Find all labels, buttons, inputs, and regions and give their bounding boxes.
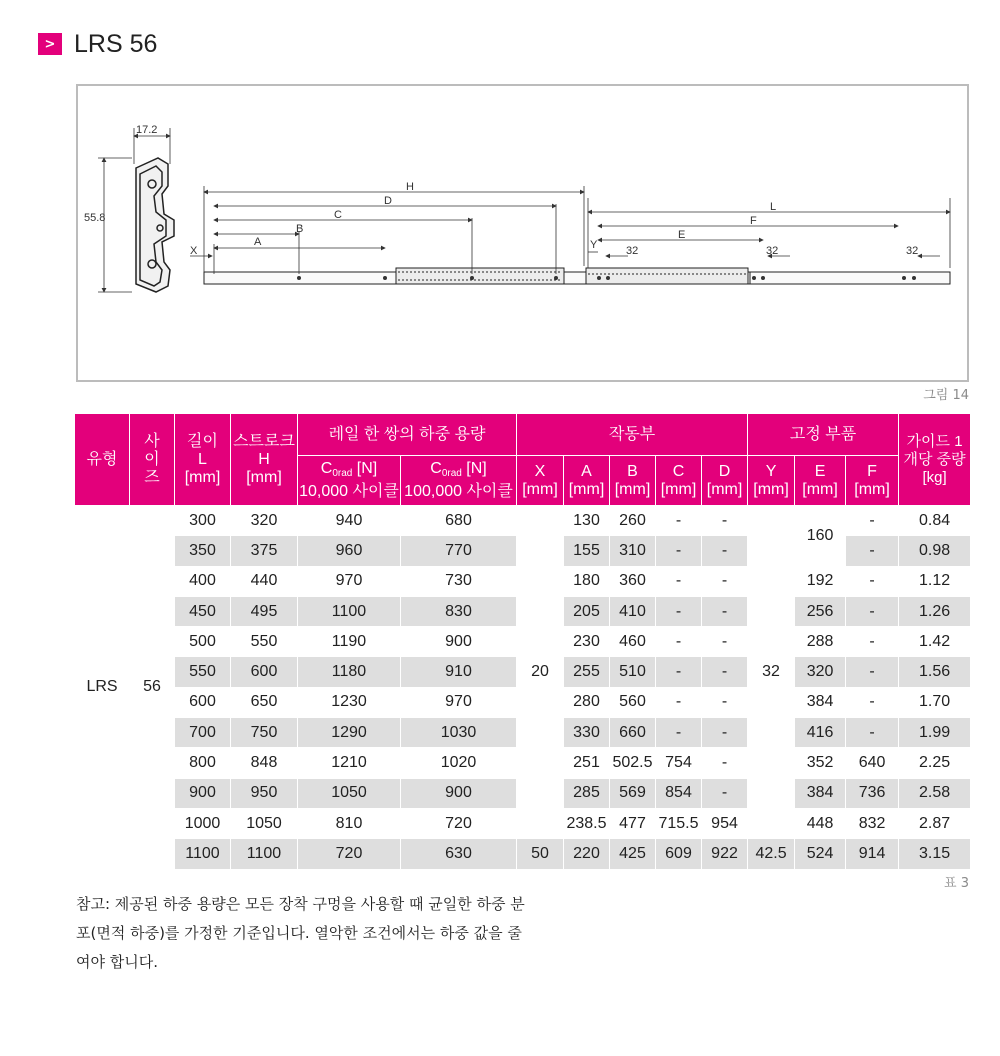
table-cell: 410 xyxy=(610,596,656,626)
table-cell: 950 xyxy=(231,778,298,808)
table-cell: 900 xyxy=(401,778,517,808)
table-cell: 700 xyxy=(175,718,231,748)
table-cell: 810 xyxy=(298,808,401,838)
table-cell: 375 xyxy=(231,536,298,566)
table-cell: - xyxy=(656,506,702,536)
spec-table xyxy=(74,413,971,870)
table-cell: 1050 xyxy=(231,808,298,838)
table-cell: 1.12 xyxy=(899,566,971,596)
table-cell: 330 xyxy=(564,718,610,748)
table-cell: 50 xyxy=(517,839,564,869)
chevron-right-icon: > xyxy=(38,33,62,55)
table-cell: 650 xyxy=(231,687,298,717)
table-cell: 130 xyxy=(564,506,610,536)
table-cell: - xyxy=(656,566,702,596)
table-cell: 1210 xyxy=(298,748,401,778)
table-cell: - xyxy=(702,506,748,536)
table-cell: 288 xyxy=(795,627,846,657)
table-cell: 720 xyxy=(401,808,517,838)
table-cell: 20 xyxy=(517,506,564,839)
table-cell: 660 xyxy=(610,718,656,748)
table-cell: 450 xyxy=(175,596,231,626)
table-cell: 1.26 xyxy=(899,596,971,626)
table-cell: 736 xyxy=(846,778,899,808)
rail-cross-section xyxy=(136,158,174,292)
table-cell: 960 xyxy=(298,536,401,566)
table-cell: 300 xyxy=(175,506,231,536)
table-cell: 510 xyxy=(610,657,656,687)
header-y: Y [mm] xyxy=(748,456,795,506)
table-cell: 425 xyxy=(610,839,656,869)
dimension-label: 32 xyxy=(906,245,919,257)
table-cell: 1100 xyxy=(298,596,401,626)
table-cell: - xyxy=(702,657,748,687)
table-row xyxy=(75,839,971,869)
header-fixing: 고정 부품 xyxy=(748,414,899,456)
table-cell: 900 xyxy=(175,778,231,808)
header-c0rad-100k: $C_{0rad}$ [N] 100,000 사이클 xyxy=(401,456,517,506)
table-cell: 310 xyxy=(610,536,656,566)
table-cell: 192 xyxy=(795,566,846,596)
table-cell: 954 xyxy=(702,808,748,838)
table-cell: 524 xyxy=(795,839,846,869)
dimension-label: L xyxy=(770,201,777,213)
table-cell: 550 xyxy=(175,657,231,687)
table-cell: 569 xyxy=(610,778,656,808)
dimension-label: D xyxy=(384,195,392,207)
table-cell: 0.84 xyxy=(899,506,971,536)
table-cell: 600 xyxy=(175,687,231,717)
table-cell: - xyxy=(846,687,899,717)
table-cell: 800 xyxy=(175,748,231,778)
table-cell: 400 xyxy=(175,566,231,596)
dimension-label: B xyxy=(296,223,304,235)
table-cell: 251 xyxy=(564,748,610,778)
header-b: B [mm] xyxy=(610,456,656,506)
dimension-label: F xyxy=(750,215,757,227)
table-cell: 1190 xyxy=(298,627,401,657)
table-label: 표 3 xyxy=(944,876,969,891)
header-a: A [mm] xyxy=(564,456,610,506)
table-cell: 630 xyxy=(401,839,517,869)
page-title: LRS 56 xyxy=(74,29,158,58)
table-cell: 477 xyxy=(610,808,656,838)
table-cell: 285 xyxy=(564,778,610,808)
table-cell: - xyxy=(846,718,899,748)
table-cell: - xyxy=(702,748,748,778)
dimension-label: 17.2 xyxy=(136,124,158,136)
table-cell: 922 xyxy=(702,839,748,869)
table-cell: 900 xyxy=(401,627,517,657)
table-cell: 2.58 xyxy=(899,778,971,808)
table-cell: 360 xyxy=(610,566,656,596)
table-cell: - xyxy=(656,718,702,748)
table-cell: 2.25 xyxy=(899,748,971,778)
table-cell: 260 xyxy=(610,506,656,536)
table-cell: 560 xyxy=(610,687,656,717)
table-cell: 600 xyxy=(231,657,298,687)
table-cell: 940 xyxy=(298,506,401,536)
table-cell: - xyxy=(656,627,702,657)
rail-side-view xyxy=(204,268,950,284)
table-cell: 256 xyxy=(795,596,846,626)
header-stroke: 스트로크 H [mm] xyxy=(231,414,298,506)
header-load-capacity: 레일 한 쌍의 하중 용량 xyxy=(298,414,517,456)
table-cell: 1100 xyxy=(231,839,298,869)
table-cell: 56 xyxy=(130,506,175,870)
table-cell: 680 xyxy=(401,506,517,536)
table-cell: 416 xyxy=(795,718,846,748)
dimension-label: H xyxy=(406,181,414,193)
table-cell: 1050 xyxy=(298,778,401,808)
table-cell: 205 xyxy=(564,596,610,626)
table-cell: 970 xyxy=(401,687,517,717)
table-cell: 42.5 xyxy=(748,839,795,869)
note-text: 참고: 제공된 하중 용량은 모든 장착 구멍을 사용할 때 균일한 하중 분포(면적 하중)를 가정한 기준입니다. 열악한 조건에서는 하중 값을 줄여야 합니다. xyxy=(76,895,525,971)
table-cell: - xyxy=(702,778,748,808)
table-cell: - xyxy=(702,687,748,717)
header-length: 길이 L [mm] xyxy=(175,414,231,506)
table-cell: - xyxy=(656,657,702,687)
table-cell: 550 xyxy=(231,627,298,657)
table-cell: 1.56 xyxy=(899,657,971,687)
table-cell: 2.87 xyxy=(899,808,971,838)
table-cell: 448 xyxy=(795,808,846,838)
table-cell: - xyxy=(656,687,702,717)
table-cell: - xyxy=(702,566,748,596)
table-cell: 500 xyxy=(175,627,231,657)
header-c0rad-10k: $C_{0rad}$ [N] 10,000 사이클 xyxy=(298,456,401,506)
table-cell: 1180 xyxy=(298,657,401,687)
table-cell: 230 xyxy=(564,627,610,657)
table-cell: 754 xyxy=(656,748,702,778)
table-cell: 155 xyxy=(564,536,610,566)
table-cell: - xyxy=(702,627,748,657)
table-cell: 238.5 xyxy=(564,808,610,838)
table-cell: 730 xyxy=(401,566,517,596)
dimension-label: 32 xyxy=(766,245,779,257)
spec-table-body xyxy=(75,506,971,870)
table-cell: 160 xyxy=(795,506,846,567)
table-cell: 1290 xyxy=(298,718,401,748)
table-cell: 1000 xyxy=(175,808,231,838)
table-cell: 350 xyxy=(175,536,231,566)
table-cell: 848 xyxy=(231,748,298,778)
table-cell: - xyxy=(846,566,899,596)
table-cell: - xyxy=(846,627,899,657)
header-weight: 가이드 1 개당 중량 [kg] xyxy=(899,414,971,506)
table-cell: 832 xyxy=(846,808,899,838)
table-cell: 1030 xyxy=(401,718,517,748)
table-cell: 910 xyxy=(401,657,517,687)
dimension-label: Y xyxy=(590,239,598,251)
table-cell: 320 xyxy=(231,506,298,536)
table-cell: 440 xyxy=(231,566,298,596)
table-cell: 914 xyxy=(846,839,899,869)
table-cell: - xyxy=(846,506,899,536)
header-c: C [mm] xyxy=(656,456,702,506)
table-cell: 640 xyxy=(846,748,899,778)
header-operating: 작동부 xyxy=(517,414,748,456)
table-cell: 970 xyxy=(298,566,401,596)
table-cell: 715.5 xyxy=(656,808,702,838)
table-row xyxy=(75,506,971,536)
table-cell: 495 xyxy=(231,596,298,626)
table-cell: 180 xyxy=(564,566,610,596)
table-cell: 502.5 xyxy=(610,748,656,778)
table-cell: 384 xyxy=(795,778,846,808)
table-cell: 255 xyxy=(564,657,610,687)
table-cell: 854 xyxy=(656,778,702,808)
table-cell: 1100 xyxy=(175,839,231,869)
dimension-label: 55.8 xyxy=(84,212,106,224)
table-cell: - xyxy=(846,536,899,566)
technical-drawing xyxy=(76,84,969,382)
table-cell: 1020 xyxy=(401,748,517,778)
table-cell: 384 xyxy=(795,687,846,717)
table-cell: 320 xyxy=(795,657,846,687)
table-cell: 460 xyxy=(610,627,656,657)
table-cell: 0.98 xyxy=(899,536,971,566)
table-cell: 220 xyxy=(564,839,610,869)
dimension-label: X xyxy=(190,245,198,257)
table-cell: - xyxy=(702,536,748,566)
header-type: 유형 xyxy=(75,414,130,506)
table-cell: 352 xyxy=(795,748,846,778)
dimension-label: C xyxy=(334,209,342,221)
header-size: 사이즈 xyxy=(130,414,175,506)
table-cell: 1230 xyxy=(298,687,401,717)
header-d: D [mm] xyxy=(702,456,748,506)
table-cell: 830 xyxy=(401,596,517,626)
dimension-label: 32 xyxy=(626,245,639,257)
table-cell: 609 xyxy=(656,839,702,869)
dimension-label: E xyxy=(678,229,686,241)
table-cell: - xyxy=(846,657,899,687)
table-cell: 750 xyxy=(231,718,298,748)
header-e: E [mm] xyxy=(795,456,846,506)
table-cell: 770 xyxy=(401,536,517,566)
header-x: X [mm] xyxy=(517,456,564,506)
table-cell: 720 xyxy=(298,839,401,869)
table-cell: 280 xyxy=(564,687,610,717)
table-cell: 32 xyxy=(748,506,795,839)
figure-label: 그림 14 xyxy=(923,388,969,403)
table-cell: - xyxy=(702,596,748,626)
table-cell: 3.15 xyxy=(899,839,971,869)
header-f: F [mm] xyxy=(846,456,899,506)
table-cell: - xyxy=(656,536,702,566)
dimension-label: A xyxy=(254,236,262,248)
table-cell: - xyxy=(846,596,899,626)
section-title xyxy=(38,30,157,58)
table-cell: LRS xyxy=(75,506,130,870)
table-cell: - xyxy=(702,718,748,748)
table-cell: - xyxy=(656,596,702,626)
table-cell: 1.70 xyxy=(899,687,971,717)
table-cell: 1.99 xyxy=(899,718,971,748)
table-cell: 1.42 xyxy=(899,627,971,657)
